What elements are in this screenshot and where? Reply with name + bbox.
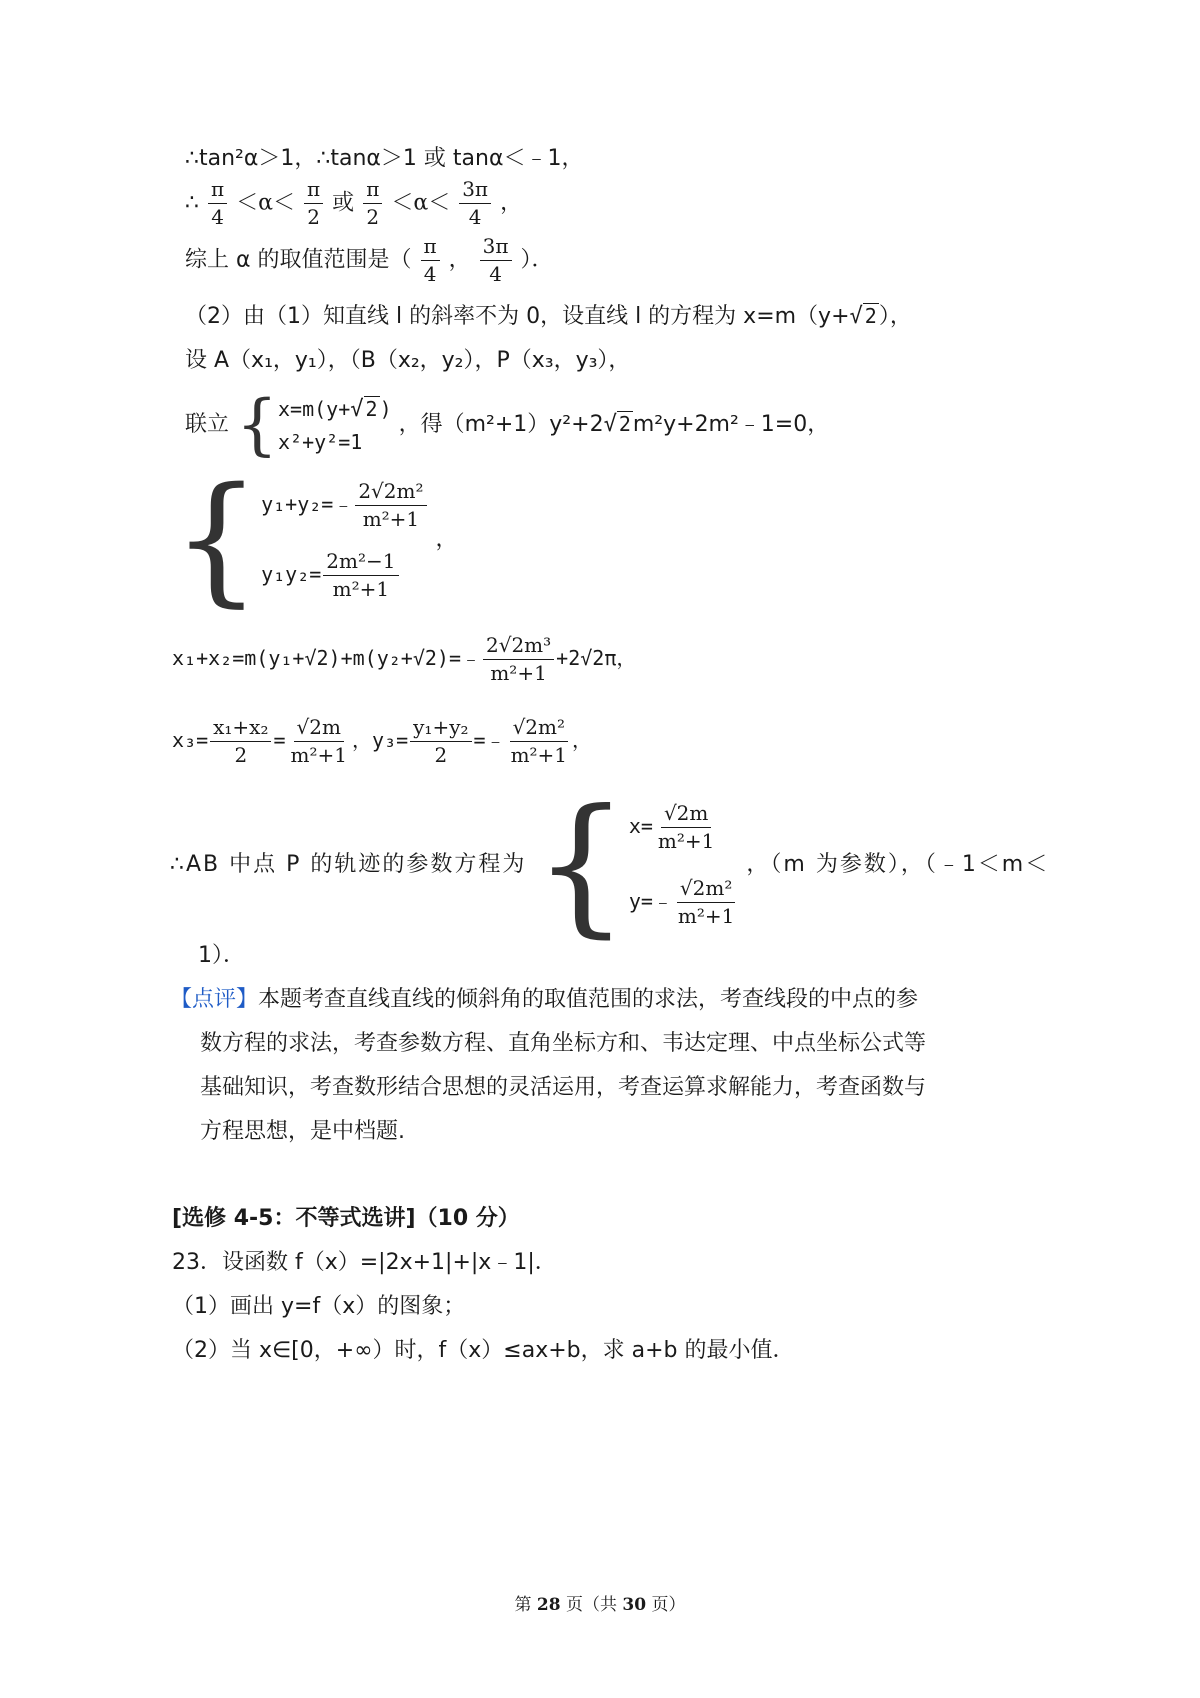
parametric-tail: ，（m 为参数），（﹣1＜m＜ [746, 852, 1050, 877]
equation-system: { x=m(y+√ 2 ) x²+y²=1 [236, 386, 392, 463]
question-23: 23．设函数 f（x）=|2x+1|+|x﹣1|． [172, 1250, 557, 1275]
or-text: 或 [332, 190, 355, 216]
range-upper-fraction: $\frac{3\pi}{4}$ [480, 235, 512, 286]
solution-line-5: 设 A（x₁，y₁），（B（x₂，y₂），P（x₃，y₃）， [185, 348, 631, 373]
fraction-pi-over-2: $\frac{\pi}{2}$ [304, 178, 323, 229]
less-alpha-less: ＜α＜ [236, 190, 296, 216]
x3-eq: = [273, 728, 286, 752]
param-x: x= $\frac{√2m}{\text{m²+1}}$ [628, 801, 715, 853]
sqrt-2-b: √ 2 [603, 412, 631, 437]
page-footer: 第 28 页（共 30 页） [514, 1595, 686, 1615]
system-eq-1: x=m(y+√ 2 ) [278, 396, 392, 422]
solution-line-9: x₃= $\frac{\text{x₁+x₂}}{2}$ = $\frac{√2m}{\text{m²+1}}$ ，y₃= $\frac{\text{y₁+y₂}}{2}$ =﹣ $\frac{\text{√2m²}}{\text{m²+1}}$ ， [172, 715, 593, 767]
y3-label: ，y₃= [352, 728, 409, 752]
solution-line-3 [185, 235, 554, 286]
simultaneous-label: 联立 [185, 412, 230, 437]
vieta-system: { y₁+y₂=﹣ $\frac{\text{2√2m²}}{\text{m²+1}}$ y₁y₂= $\frac{\text{2m²−1}}{\text{m²+1}}$ ， [172, 458, 458, 621]
fraction-pi-over-4: $\frac{\pi}{4}$ [208, 178, 227, 229]
comment-line-4: 方程思想，是中档题. [200, 1119, 405, 1144]
comment-line-1: 本题考查直线直线的倾斜角的取值范围的求法，考查线段的中点的参 [258, 987, 919, 1012]
line-4-end: ）， [878, 304, 912, 329]
param-y: y=﹣ $\frac{\text{√2m²}}{\text{m²+1}}$ [628, 876, 735, 928]
line-4-text: （2）由（1）知直线 l 的斜率不为 0，设直线 l 的方程为 x=m（y+ [185, 304, 850, 329]
less-alpha-less-b: ＜α＜ [391, 190, 451, 216]
page-number: 28 [536, 1595, 561, 1615]
solution-line-11: 1）． [198, 943, 245, 968]
comment-tag: 【点评】 [170, 987, 259, 1012]
x-sum-tail: +2√2π， [556, 646, 637, 670]
line-2-comma: ， [500, 190, 523, 216]
comment-block [170, 978, 960, 1154]
range-end: ）． [520, 247, 554, 273]
comment-line-2: 数方程的求法，考查参数方程、直角坐标方和、韦达定理、中点坐标公式等 [200, 1031, 927, 1056]
system-eq-2: x²+y²=1 [278, 429, 363, 454]
solution-line-6 [185, 386, 830, 463]
parametric-text: ∴AB 中点 P 的轨迹的参数方程为 [170, 852, 527, 877]
solution-line-1: ∴tan²α＞1，∴tanα＞1 或 tanα＜﹣1， [185, 146, 584, 171]
solution-line-10 [170, 778, 1050, 952]
sqrt-2: √ 2 [849, 304, 877, 329]
solution-line-4 [185, 306, 912, 328]
parametric-system: { x= $\frac{√2m}{\text{m²+1}}$ y=﹣ $\frac{\text{√2m²}}{\text{m²+1}}$ [533, 790, 739, 940]
comment-line-3: 基础知识，考查数形结合思想的灵活运用，考查运算求解能力，考查函数与 [200, 1075, 927, 1100]
question-23-part-1: （1）画出 y=f（x）的图象； [172, 1294, 466, 1319]
x3-label: x₃= [172, 728, 209, 752]
section-heading: [选修 4-5：不等式选讲]（10 分） [172, 1206, 520, 1231]
vieta-comma: ， [435, 527, 458, 552]
question-23-part-2: （2）当 x∈[0，+∞）时，f（x）≤ax+b，求 a+b 的最小值． [172, 1338, 795, 1363]
y3-eq: =﹣ [473, 728, 506, 752]
x-sum-expression: x₁+x₂=m(y₁+√2)+m(y₂+√2)=﹣ [172, 646, 481, 670]
page-total: 30 [622, 1595, 647, 1615]
derived-equation: ，得（m²+1）y²+2 [398, 412, 604, 437]
range-lower-fraction: $\frac{\pi}{4}$ [421, 235, 440, 286]
fraction-3pi-over-4: $\frac{3\pi}{4}$ [459, 178, 491, 229]
sum-of-roots: y₁+y₂=﹣ $\frac{\text{2√2m²}}{\text{m²+1}}$ [261, 480, 428, 531]
fraction-pi-over-2-b: $\frac{\pi}{2}$ [363, 178, 382, 229]
solution-line-2 [185, 178, 522, 229]
therefore-symbol: ∴ [185, 190, 199, 216]
product-of-roots: y₁y₂= $\frac{\text{2m²−1}}{\text{m²+1}}$ [261, 550, 428, 601]
range-sep: ， [448, 247, 471, 273]
range-text: 综上 α 的取值范围是（ [185, 247, 412, 273]
solution-line-8: x₁+x₂=m(y₁+√2)+m(y₂+√2)=﹣ $\frac{\text{2√2m³}}{\text{m²+1}}$ +2√2π， [172, 633, 637, 685]
derived-equation-tail: m²y+2m²﹣1=0， [632, 412, 830, 437]
line-9-end: ， [572, 728, 593, 752]
